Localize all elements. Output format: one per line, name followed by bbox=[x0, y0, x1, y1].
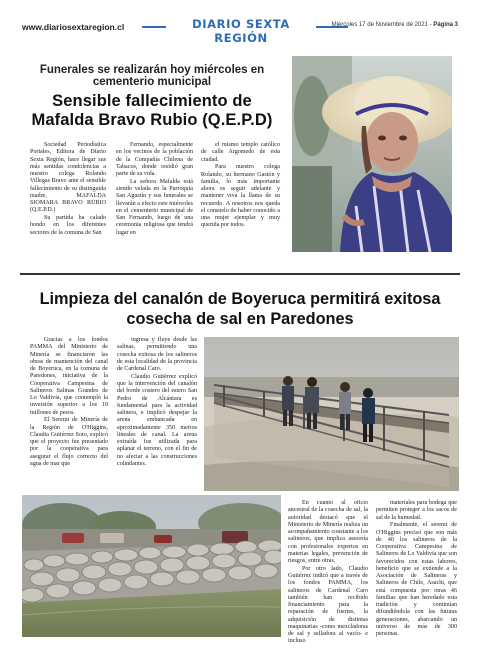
paragraph: el mismo templo católico de calle Argomedo de esta ciudad. bbox=[201, 142, 280, 163]
paragraph: Claudio Gutiérrez explicó que la intervención del canalón del borde costero del estero San Pedro de Alcántara es fundamental para la actividad salinera, e implicó despejar la arena embancada en aproximadamente 350 metros lineales de canal. La arena extraída fue utilizada para aplanar el terreno, con el fin de no afectar a las construcciones colindantes. bbox=[117, 373, 197, 467]
paragraph: ingresa y fluye desde las salinas, permitiendo una cosecha exitosa de los salineros de esta localidad de la provincia de Cardenal Caro. bbox=[117, 337, 197, 372]
canal-photo bbox=[22, 495, 281, 637]
masthead-title: DIARIO SEXTA REGIÓN bbox=[192, 17, 290, 45]
paragraph: En cuanto al oficio ancestral de la cosecha de sal, la autoridad destacó que el Ministerio de Minería realiza un acompañamiento constante a los salineros, que implica asesoría con profesionales expertos en materias legales, prevención de riesgos, entre otras. bbox=[288, 500, 368, 564]
main-article-col4 bbox=[376, 500, 457, 638]
paragraph: La señora Mafalda está siendo velada en la Parroquia San Agustín y sus funerales se llevarán a efecto este miércoles en el cementerio municipal de San Fernando, luego de una ceremonia religiosa que tendrá lugar en bbox=[116, 178, 193, 236]
page-number: Página 3 bbox=[433, 22, 458, 28]
top-article-col3 bbox=[201, 142, 280, 230]
paragraph: Para nuestro colega Rolando, su hermano Gastón y familia, lo más importante ahora es seguir adelante y mantener viva la llama de su recuerdo. A nosotros nos queda el consuelo de haber conocido a una mujer ejemplar y muy querida por todos. bbox=[201, 164, 280, 229]
paragraph: Sociedad Periodística Portales, Editora de Diario Sexta Región, hace llegar sus más sentidas condolencias a nuestro colega Rolando Villegas Bravo ante el sensible fallecimiento de su distinguida madre, MAFALDA SIOMARA BRAVO RUBIO (Q.E.P.D.) bbox=[30, 142, 106, 214]
main-article-col1 bbox=[30, 337, 108, 468]
paragraph: Su partida ha calado hondo en los diferentes sectores de la comuna de San bbox=[30, 215, 106, 236]
top-article-kicker: Funerales se realizarán hoy miércoles en cementerio municipal bbox=[39, 64, 265, 88]
top-article-headline: Sensible fallecimiento de Mafalda Bravo Rubio (Q.E.P.D) bbox=[31, 92, 273, 129]
main-article-headline: Limpieza del canalón de Boyeruca permitirá exitosa cosecha de sal en Paredones bbox=[39, 290, 441, 328]
top-article-col1 bbox=[30, 142, 106, 237]
bridge-photo bbox=[204, 337, 459, 491]
paragraph: Finalmente, el seremi de O'Higgins precisó que son más de 40 los salineros de la Cooperativa Campesina de Salineros de Lo Valdivia que son favorecidos con estas labores, beneficio que se extiende a la Asociación de Salineras y Salineros de Chile, Asachi, que está compuesta por otras 46 familias que han heredado esta tradición y continúan difundiéndola con las futuras generaciones, abarcando un universo de más de 300 personas. bbox=[376, 522, 457, 637]
main-article-col3 bbox=[288, 500, 368, 646]
top-article-col2 bbox=[116, 142, 193, 237]
issue-date: Miércoles 17 de Noviembre de 2021 - Página 3 bbox=[331, 22, 458, 28]
paragraph: El Seremi de Minería de la Región de O'Higgins, Claudia Gutiérrez Soto, explicó que el proyecto fue presentado por la cooperativa para asegurar el flujo correcto del agua de mar que bbox=[30, 417, 108, 467]
section-divider bbox=[20, 273, 460, 275]
header-rule-left bbox=[142, 26, 166, 28]
paragraph: Fernando, especialmente en los vecinos de la población de la Compañía Chilena de Tabacos, donde residió gran parte de su vida. bbox=[116, 142, 193, 177]
paragraph: materiales para bodega que permiten proteger a los sacos de sal de la humedad. bbox=[376, 500, 457, 521]
portrait-photo bbox=[292, 56, 452, 252]
paragraph: Por otro lado, Claudio Gutiérrez indicó que a través de los fondos PAMMA, los salineros de Cardenal Caro también han recibido financiamiento para la reparación de fuertes, la adquisición de distintas maquinarias -como mezcladoras de sal y selladora al vacío- e incluso bbox=[288, 565, 368, 645]
site-url: www.diariosextaregion.cl bbox=[22, 22, 125, 32]
paragraph: Gracias a los fondos PAMMA del Ministerio de Minería se financiaron las obras de mantención del canal de Boyeruca, en la comuna de Paredones, iniciativa de la Cooperativa Campesina de Salineros Salinas Grandes de Lo Valdivia, que contempló la inversión superior a los 10 millones de pesos. bbox=[30, 337, 108, 416]
main-article-col2 bbox=[117, 337, 197, 468]
